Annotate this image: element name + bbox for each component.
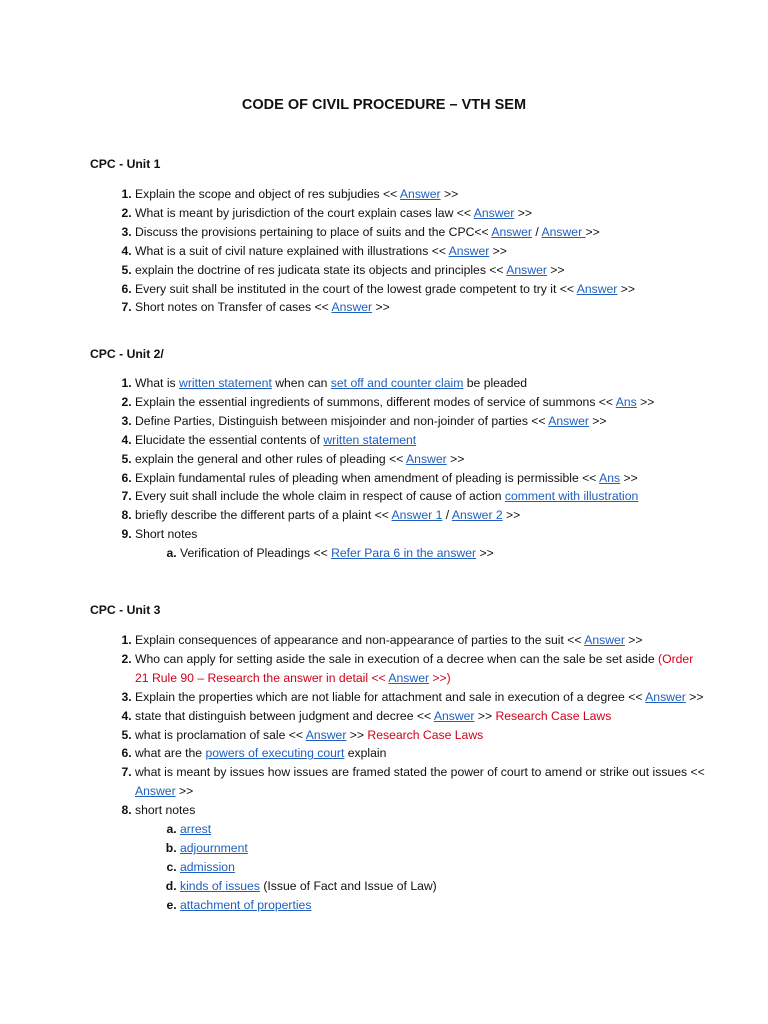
question-item — [135, 280, 705, 299]
question-text-tail: (Issue of Fact and Issue of Law) — [259, 878, 437, 893]
research-note: Research Case Laws — [367, 727, 484, 742]
question-text-tail: >> — [514, 205, 532, 220]
question-text: Elucidate the essential contents of — [135, 432, 324, 447]
question-item — [135, 223, 705, 242]
answer-link[interactable]: attachment of properties — [180, 897, 312, 912]
answer-link[interactable]: Answer — [473, 205, 515, 220]
question-text: what are the — [135, 746, 206, 761]
question-item — [135, 412, 705, 431]
question-text: Who can apply for setting aside the sale in execution of a decree when can the sale be set aside — [135, 651, 659, 666]
question-text: Explain consequences of appearance and non-appearance of parties to the suit << — [135, 633, 585, 647]
question-text: Short notes on Transfer of cases << — [135, 300, 332, 315]
question-text: short notes — [135, 803, 196, 818]
question-text: Explain the properties which are not liable for attachment and sale in execution of a degree << — [135, 689, 646, 704]
unit-2-question-list — [113, 374, 705, 563]
answer-link[interactable]: Answer — [541, 224, 586, 239]
question-item — [135, 631, 705, 650]
question-text-tail: >> — [617, 281, 635, 296]
question-item — [135, 688, 705, 707]
separator-text: / — [531, 224, 542, 239]
question-text-tail: >> — [489, 243, 507, 258]
question-text: What is — [135, 376, 180, 390]
answer-link[interactable]: Answer — [645, 689, 686, 704]
research-note: Research Case Laws — [495, 708, 612, 723]
answer-link[interactable]: admission — [180, 859, 235, 874]
question-item — [135, 707, 705, 726]
question-text-tail: >> — [346, 727, 368, 742]
short-note-item — [180, 544, 705, 563]
question-text-tail: be pleaded — [463, 376, 528, 390]
unit-2-heading: CPC - Unit 2/ — [90, 347, 164, 361]
question-text: Explain the scope and object of res subjudies << — [135, 187, 400, 201]
question-item — [135, 374, 705, 393]
question-text-tail: >> — [636, 394, 655, 409]
answer-link[interactable]: Answer — [491, 224, 532, 239]
answer-link[interactable]: Answer — [406, 451, 447, 466]
question-text: what is proclamation of sale << — [135, 727, 306, 742]
question-text: What is a suit of civil nature explained with illustrations << — [135, 243, 449, 258]
unit-3-question-list — [113, 631, 705, 915]
answer-link[interactable]: arrest — [180, 822, 212, 837]
short-note-item — [180, 820, 705, 839]
question-text: briefly describe the different parts of a plaint << — [135, 508, 392, 523]
question-item — [135, 242, 705, 261]
question-text: Explain fundamental rules of pleading when amendment of pleading is permissible << — [135, 470, 600, 485]
answer-link[interactable]: adjournment — [180, 840, 248, 855]
answer-link[interactable]: kinds of issues — [180, 878, 260, 893]
question-item — [135, 525, 705, 563]
question-text: Every suit shall be instituted in the court of the lowest grade competent to try it << — [135, 281, 577, 296]
question-text: What is meant by jurisdiction of the court explain cases law << — [135, 205, 474, 220]
question-text: Define Parties, Distinguish between misjoinder and non-joinder of parties << — [135, 413, 549, 428]
short-notes-list — [135, 544, 705, 563]
short-notes-list — [135, 820, 705, 915]
question-text-tail: >> — [175, 784, 194, 799]
answer-link[interactable]: Refer Para 6 in the answer — [331, 546, 477, 561]
question-item — [135, 469, 705, 488]
answer-link[interactable]: set off and counter claim — [330, 376, 464, 390]
question-text: Explain the essential ingredients of summons, different modes of service of summons << — [135, 394, 616, 409]
answer-link[interactable]: Answer — [576, 281, 618, 296]
research-note: >>) — [429, 670, 451, 685]
question-text-tail: >> — [372, 300, 390, 315]
question-text-tail: >> — [624, 633, 643, 647]
question-text: Every suit shall include the whole claim in respect of cause of action — [135, 489, 505, 504]
answer-link[interactable]: Answer — [584, 633, 625, 647]
answer-link[interactable]: Answer — [331, 300, 373, 315]
question-item — [135, 261, 705, 280]
question-text: state that distinguish between judgment and decree << — [135, 708, 434, 723]
answer-link[interactable]: written statement — [323, 432, 417, 447]
answer-link[interactable]: Answer 1 — [391, 508, 443, 523]
question-text-tail: >> — [546, 262, 565, 277]
question-item — [135, 298, 705, 317]
question-text-tail: >> — [685, 689, 704, 704]
question-text-tail: >> — [585, 224, 600, 239]
answer-link[interactable]: Answer — [135, 784, 176, 799]
answer-link[interactable]: written statement — [179, 376, 272, 390]
question-text-tail: explain — [344, 746, 387, 761]
answer-link[interactable]: Answer — [448, 243, 490, 258]
answer-link[interactable]: powers of executing court — [205, 746, 345, 761]
question-item — [135, 393, 705, 412]
question-item — [135, 185, 705, 204]
question-text: Verification of Pleadings << — [180, 546, 332, 561]
question-item — [135, 431, 705, 450]
question-item — [135, 506, 705, 525]
question-item — [135, 650, 705, 688]
question-text-tail: >> — [440, 187, 459, 201]
question-text-tail: >> — [476, 546, 494, 561]
answer-link[interactable]: Answer 2 — [451, 508, 503, 523]
question-text: explain the doctrine of res judicata state its objects and principles << — [135, 262, 507, 277]
separator-text: when can — [271, 376, 331, 390]
short-note-item — [180, 877, 705, 896]
question-item — [135, 487, 705, 506]
unit-1-heading: CPC - Unit 1 — [90, 157, 161, 171]
answer-link[interactable]: Ans — [615, 394, 637, 409]
question-text-tail: >> — [620, 470, 638, 485]
answer-link[interactable]: Answer — [399, 187, 441, 201]
answer-link[interactable]: Answer — [433, 708, 475, 723]
question-text-tail: >> — [588, 413, 607, 428]
answer-link[interactable]: Answer — [305, 727, 347, 742]
question-text-tail: >> — [474, 708, 496, 723]
short-note-item — [180, 839, 705, 858]
answer-link[interactable]: Answer — [548, 413, 589, 428]
short-note-item — [180, 858, 705, 877]
separator-text: / — [442, 508, 452, 523]
question-item — [135, 726, 705, 745]
answer-link[interactable]: comment with illustration — [504, 489, 639, 504]
question-text: Discuss the provisions pertaining to place of suits and the CPC<< — [135, 224, 492, 239]
unit-1-question-list — [113, 185, 705, 317]
question-item — [135, 801, 705, 914]
unit-3-heading: CPC - Unit 3 — [90, 603, 161, 617]
question-item — [135, 450, 705, 469]
question-text-tail: >> — [446, 451, 465, 466]
question-item — [135, 204, 705, 223]
answer-link[interactable]: Ans — [599, 470, 621, 485]
question-text: what is meant by issues how issues are framed stated the power of court to amend or strike out issues << — [135, 765, 705, 780]
answer-link[interactable]: Answer — [506, 262, 547, 277]
question-item — [135, 763, 705, 801]
question-text: explain the general and other rules of pleading << — [135, 451, 407, 466]
short-note-item — [180, 896, 705, 915]
question-text-tail: >> — [502, 508, 521, 523]
research-note: (Order 21 Rule 90 – Research the answer in detail << — [135, 651, 694, 685]
question-item — [135, 744, 705, 763]
page-title: CODE OF CIVIL PROCEDURE – VTH SEM — [241, 97, 527, 113]
answer-link[interactable]: Answer — [388, 670, 430, 685]
question-text: Short notes — [135, 527, 198, 542]
